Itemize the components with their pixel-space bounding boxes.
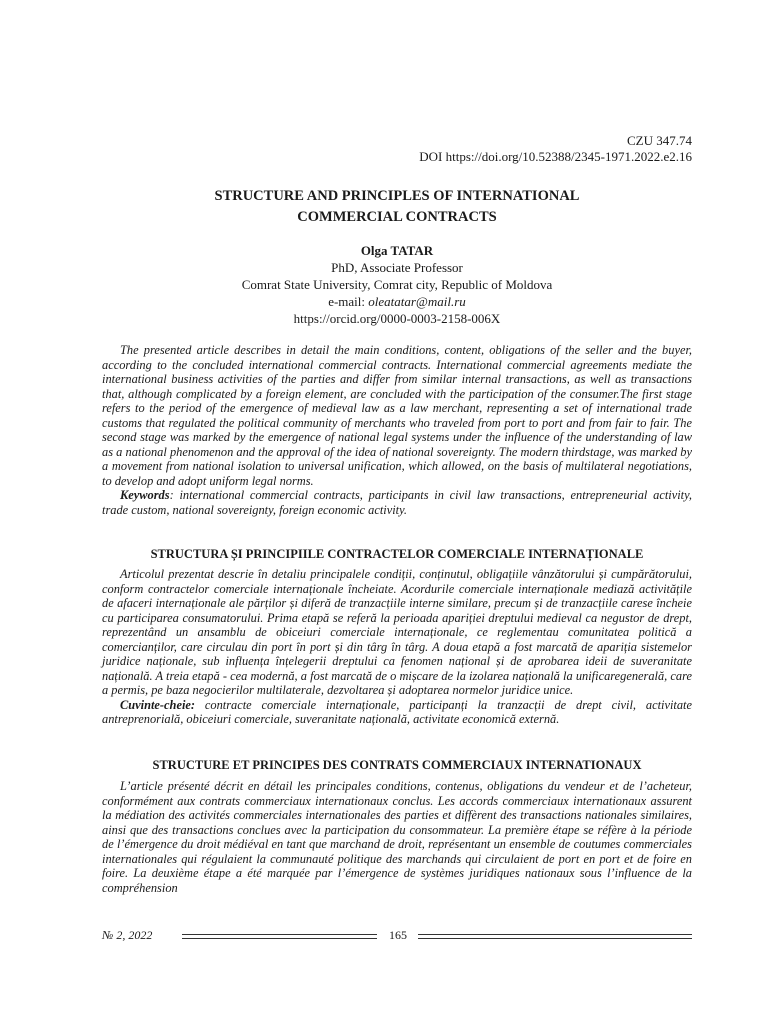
author-email-line bbox=[102, 293, 692, 310]
abstract-english-text: The presented article describes in detail the main conditions, content, obligations of the seller and the buyer, according to the concluded international commercial contracts. International commercial agreements mediate the international business activities of the parties and differ from similar internal transactions, as well as transactions that, although complicated by a foreign element, are concluded with the participation of the consumer.The first stage refers to the period of the emergence of medieval law as a law merchant, representing a set of international trade customs that regulated the political community of merchants who traveled from port to port and from fair to fair. The second stage was marked by the emergence of national legal systems under the influence of the understanding of law as a national phenomenon and the approval of the idea of national sovereignty. The modern thirdstage, was marked by a movement from national isolation to universal unification, which allowed, on the basis of multilateral negotiations, to develop and adopt uniform legal norms. bbox=[102, 343, 692, 488]
article-title bbox=[102, 186, 692, 228]
abstract-english bbox=[102, 343, 692, 518]
keywords-english-text: : international commercial contracts, participants in civil law transactions, entrepreneurial activity, trade custom, national sovereignty, foreign economic activity. bbox=[102, 488, 692, 518]
page-footer bbox=[102, 928, 692, 944]
footer-rule-right bbox=[418, 934, 692, 939]
heading-french: STRUCTURE ET PRINCIPES DES CONTRATS COMMERCIAUX INTERNATIONAUX bbox=[152, 758, 642, 772]
author-orcid[interactable]: https://orcid.org/0000-0003-2158-006X bbox=[293, 311, 501, 326]
issue-number: № 2, 2022 bbox=[102, 928, 153, 942]
author-email[interactable]: oleatatar@mail.ru bbox=[368, 294, 466, 309]
keywords-english-label: Keywords bbox=[120, 488, 170, 503]
keywords-romanian-label: Cuvinte-cheie: bbox=[120, 697, 196, 712]
footer-rule-left bbox=[182, 934, 377, 939]
keywords-english bbox=[102, 488, 692, 517]
title-line-1: STRUCTURE AND PRINCIPLES OF INTERNATIONAL bbox=[214, 188, 580, 204]
email-label: e-mail: bbox=[328, 294, 369, 309]
abstract-french bbox=[102, 779, 692, 895]
keywords-romanian bbox=[102, 698, 692, 727]
abstract-romanian-text: Articolul prezentat descrie în detaliu principalele condiții, conținutul, obligațiile vânzătorului și cumpărătorului, conform contractelor comerciale internaționale încheiate. Acordurile comerciale internaționale mediază activitățile de afaceri internaționale ale părților și diferă de tranzacțiile interne similare, precum și de tranzacțiile carese încheie cu participarea consumatorului. Prima etapă se referă la perioada apariției dreptului medieval ca negustor de drept, reprezentând un ansamblu de obiceiuri comerciale internaționale, ce reglementau comunitatea politică a comercianților, care circulau din port în port și din târg în târg. A doua etapă a fost marcată de apariția sistemelor juridice naționale, sub influența înțelegerii dreptului ca fenomen național și de aprobarea ideii de suveranitate națională. A treia etapă - cea modernă, a fost marcată de o mișcare de la izolarea națională la unificaregenerală, care a permis, pe baza negocierilor multilaterale, dezvoltarea și adoptarea normelor juridice unice. bbox=[102, 567, 692, 698]
author-name: Olga TATAR bbox=[360, 243, 434, 258]
title-line-2: COMMERCIAL CONTRACTS bbox=[297, 209, 497, 225]
author-position: PhD, Associate Professor bbox=[331, 260, 463, 275]
doi-link[interactable]: DOI https://doi.org/10.52388/2345-1971.2022.e2.16 bbox=[419, 149, 692, 164]
abstract-french-text: L’article présenté décrit en détail les principales conditions, contenus, obligations du vendeur et de l’acheteur, conformément aux contrats commerciaux internationaux conclus. Les accords commerciaux internationaux assurent la médiation des activités commerciales internationales des parties et diffèrent des transactions nationales similaires, ainsi que des transactions conclues avec la participation du consommateur. La première étape se réfère à la période de l’émergence du droit médiéval en tant que marchand de droit, représentant un ensemble de coutumes commerciales internationales qui régulaient la communauté politique des marchands qui circulaient de port en port et de foire en foire. La deuxième étape a été marquée par l’émergence de systèmes juridiques nationaux sous l’influence de la compréhension bbox=[102, 779, 692, 895]
heading-romanian: STRUCTURA ȘI PRINCIPIILE CONTRACTELOR COMERCIALE INTERNAȚIONALE bbox=[150, 547, 644, 561]
author-affiliation: Comrat State University, Comrat city, Republic of Moldova bbox=[241, 277, 553, 292]
abstract-romanian bbox=[102, 567, 692, 727]
keywords-romanian-text: contracte comerciale internaționale, participanți la tranzacții de drept civil, activitate antreprenorială, obiceiuri comerciale, suveranitate națională, activitate economică externă. bbox=[102, 697, 692, 727]
udc-code: CZU 347.74 bbox=[627, 133, 692, 148]
page-number: 165 bbox=[389, 928, 407, 942]
author-block bbox=[102, 242, 692, 327]
